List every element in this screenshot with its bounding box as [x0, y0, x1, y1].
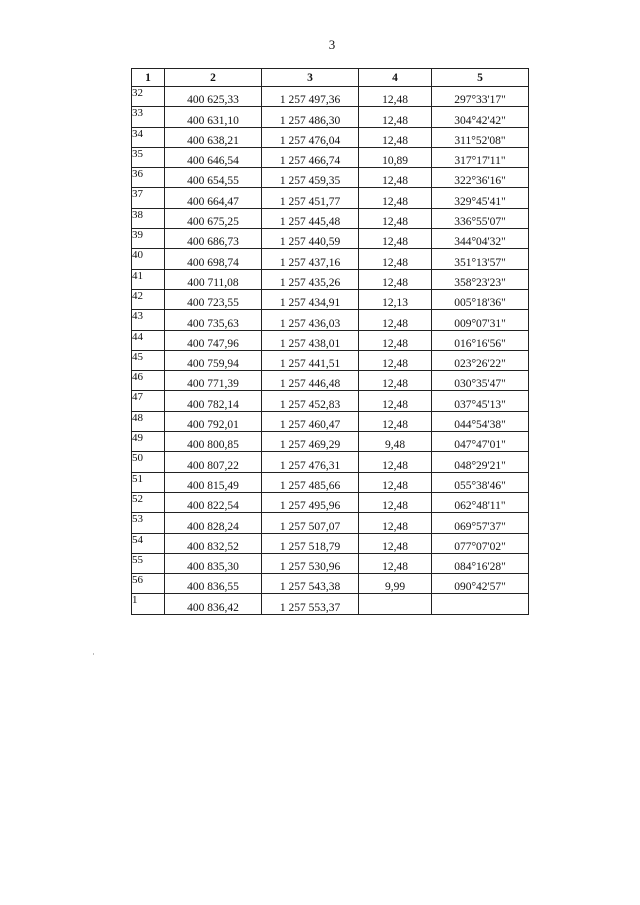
point-number-cell: 50	[132, 452, 165, 472]
table-row	[132, 310, 529, 330]
bearing-cell: 317°17'11"	[432, 147, 529, 167]
point-number-cell: 53	[132, 513, 165, 533]
point-number-cell: 49	[132, 432, 165, 452]
bearing-cell: 322°36'16"	[432, 168, 529, 188]
distance-cell: 12,48	[359, 553, 432, 573]
point-number-cell: 54	[132, 533, 165, 553]
y-coordinate-cell: 1 257 476,04	[262, 127, 359, 147]
bearing-cell: 329°45'41"	[432, 188, 529, 208]
table-row	[132, 391, 529, 411]
column-header-5: 5	[432, 69, 529, 87]
distance-cell: 12,48	[359, 107, 432, 127]
y-coordinate-cell: 1 257 451,77	[262, 188, 359, 208]
y-coordinate-cell: 1 257 469,29	[262, 432, 359, 452]
y-coordinate-cell: 1 257 486,30	[262, 107, 359, 127]
bearing-cell: 351°13'57"	[432, 249, 529, 269]
table-row	[132, 553, 529, 573]
distance-cell: 12,48	[359, 330, 432, 350]
table-row	[132, 432, 529, 452]
x-coordinate-cell: 400 828,24	[165, 513, 262, 533]
distance-cell: 12,48	[359, 168, 432, 188]
bearing-cell: 297°33'17"	[432, 87, 529, 107]
bearing-cell: 023°26'22"	[432, 350, 529, 370]
table-row	[132, 513, 529, 533]
point-number-cell: 33	[132, 107, 165, 127]
table-row	[132, 269, 529, 289]
bearing-cell: 048°29'21"	[432, 452, 529, 472]
y-coordinate-cell: 1 257 485,66	[262, 472, 359, 492]
distance-cell: 12,48	[359, 492, 432, 512]
distance-cell: 12,48	[359, 310, 432, 330]
x-coordinate-cell: 400 836,55	[165, 574, 262, 594]
point-number-cell: 44	[132, 330, 165, 350]
x-coordinate-cell: 400 654,55	[165, 168, 262, 188]
column-header-2: 2	[165, 69, 262, 87]
table-header-row	[132, 69, 529, 87]
distance-cell: 12,48	[359, 452, 432, 472]
point-number-cell: 43	[132, 310, 165, 330]
distance-cell: 12,48	[359, 513, 432, 533]
table-row	[132, 533, 529, 553]
distance-cell: 12,48	[359, 269, 432, 289]
table-row	[132, 330, 529, 350]
distance-cell: 12,48	[359, 411, 432, 431]
distance-cell: 12,48	[359, 208, 432, 228]
y-coordinate-cell: 1 257 436,03	[262, 310, 359, 330]
bearing-cell: 044°54'38"	[432, 411, 529, 431]
distance-cell: 12,48	[359, 472, 432, 492]
x-coordinate-cell: 400 686,73	[165, 229, 262, 249]
y-coordinate-cell: 1 257 437,16	[262, 249, 359, 269]
bearing-cell: 336°55'07"	[432, 208, 529, 228]
point-number-cell: 32	[132, 87, 165, 107]
y-coordinate-cell: 1 257 518,79	[262, 533, 359, 553]
y-coordinate-cell: 1 257 466,74	[262, 147, 359, 167]
point-number-cell: 45	[132, 350, 165, 370]
column-header-1: 1	[132, 69, 165, 87]
x-coordinate-cell: 400 807,22	[165, 452, 262, 472]
distance-cell: 12,48	[359, 533, 432, 553]
y-coordinate-cell: 1 257 445,48	[262, 208, 359, 228]
table-row	[132, 168, 529, 188]
y-coordinate-cell: 1 257 452,83	[262, 391, 359, 411]
point-number-cell: 41	[132, 269, 165, 289]
distance-cell: 9,48	[359, 432, 432, 452]
x-coordinate-cell: 400 815,49	[165, 472, 262, 492]
y-coordinate-cell: 1 257 435,26	[262, 269, 359, 289]
x-coordinate-cell: 400 822,54	[165, 492, 262, 512]
x-coordinate-cell: 400 832,52	[165, 533, 262, 553]
y-coordinate-cell: 1 257 460,47	[262, 411, 359, 431]
x-coordinate-cell: 400 625,33	[165, 87, 262, 107]
y-coordinate-cell: 1 257 446,48	[262, 371, 359, 391]
y-coordinate-cell: 1 257 434,91	[262, 289, 359, 309]
x-coordinate-cell: 400 711,08	[165, 269, 262, 289]
point-number-cell: 46	[132, 371, 165, 391]
table-row	[132, 594, 529, 614]
bearing-cell	[432, 594, 529, 614]
point-number-cell: 42	[132, 289, 165, 309]
y-coordinate-cell: 1 257 497,36	[262, 87, 359, 107]
y-coordinate-cell: 1 257 495,96	[262, 492, 359, 512]
page-number: 3	[328, 37, 336, 52]
table-row	[132, 87, 529, 107]
bearing-cell: 344°04'32"	[432, 229, 529, 249]
column-header-3: 3	[262, 69, 359, 87]
point-number-cell: 47	[132, 391, 165, 411]
x-coordinate-cell: 400 638,21	[165, 127, 262, 147]
table-row	[132, 371, 529, 391]
x-coordinate-cell: 400 747,96	[165, 330, 262, 350]
table-row	[132, 350, 529, 370]
y-coordinate-cell: 1 257 440,59	[262, 229, 359, 249]
point-number-cell: 34	[132, 127, 165, 147]
bearing-cell: 090°42'57"	[432, 574, 529, 594]
table-body	[132, 87, 529, 615]
bearing-cell: 084°16'28"	[432, 553, 529, 573]
bearing-cell: 016°16'56"	[432, 330, 529, 350]
x-coordinate-cell: 400 735,63	[165, 310, 262, 330]
x-coordinate-cell: 400 675,25	[165, 208, 262, 228]
table-row	[132, 452, 529, 472]
x-coordinate-cell: 400 782,14	[165, 391, 262, 411]
table-row	[132, 411, 529, 431]
coordinates-table	[131, 68, 529, 615]
y-coordinate-cell: 1 257 507,07	[262, 513, 359, 533]
table-row	[132, 229, 529, 249]
y-coordinate-cell: 1 257 543,38	[262, 574, 359, 594]
point-number-cell: 38	[132, 208, 165, 228]
distance-cell: 12,48	[359, 127, 432, 147]
table-row	[132, 127, 529, 147]
x-coordinate-cell: 400 664,47	[165, 188, 262, 208]
scan-mark	[93, 653, 94, 655]
distance-cell	[359, 594, 432, 614]
bearing-cell: 069°57'37"	[432, 513, 529, 533]
bearing-cell: 304°42'42"	[432, 107, 529, 127]
y-coordinate-cell: 1 257 459,35	[262, 168, 359, 188]
point-number-cell: 1	[132, 594, 165, 614]
y-coordinate-cell: 1 257 530,96	[262, 553, 359, 573]
distance-cell: 12,48	[359, 188, 432, 208]
point-number-cell: 37	[132, 188, 165, 208]
point-number-cell: 52	[132, 492, 165, 512]
distance-cell: 12,48	[359, 229, 432, 249]
table-row	[132, 249, 529, 269]
distance-cell: 12,48	[359, 371, 432, 391]
bearing-cell: 062°48'11"	[432, 492, 529, 512]
x-coordinate-cell: 400 759,94	[165, 350, 262, 370]
bearing-cell: 358°23'23"	[432, 269, 529, 289]
point-number-cell: 51	[132, 472, 165, 492]
table-row	[132, 107, 529, 127]
bearing-cell: 009°07'31"	[432, 310, 529, 330]
x-coordinate-cell: 400 646,54	[165, 147, 262, 167]
point-number-cell: 40	[132, 249, 165, 269]
bearing-cell: 311°52'08"	[432, 127, 529, 147]
x-coordinate-cell: 400 698,74	[165, 249, 262, 269]
y-coordinate-cell: 1 257 553,37	[262, 594, 359, 614]
point-number-cell: 56	[132, 574, 165, 594]
bearing-cell: 077°07'02"	[432, 533, 529, 553]
bearing-cell: 037°45'13"	[432, 391, 529, 411]
x-coordinate-cell: 400 835,30	[165, 553, 262, 573]
x-coordinate-cell: 400 836,42	[165, 594, 262, 614]
y-coordinate-cell: 1 257 441,51	[262, 350, 359, 370]
point-number-cell: 39	[132, 229, 165, 249]
distance-cell: 10,89	[359, 147, 432, 167]
distance-cell: 12,48	[359, 391, 432, 411]
distance-cell: 12,13	[359, 289, 432, 309]
table-row	[132, 188, 529, 208]
point-number-cell: 55	[132, 553, 165, 573]
point-number-cell: 35	[132, 147, 165, 167]
bearing-cell: 030°35'47"	[432, 371, 529, 391]
x-coordinate-cell: 400 800,85	[165, 432, 262, 452]
table-row	[132, 147, 529, 167]
table-row	[132, 208, 529, 228]
distance-cell: 12,48	[359, 249, 432, 269]
distance-cell: 9,99	[359, 574, 432, 594]
bearing-cell: 047°47'01"	[432, 432, 529, 452]
table-row	[132, 492, 529, 512]
y-coordinate-cell: 1 257 476,31	[262, 452, 359, 472]
distance-cell: 12,48	[359, 350, 432, 370]
bearing-cell: 055°38'46"	[432, 472, 529, 492]
x-coordinate-cell: 400 723,55	[165, 289, 262, 309]
table-row	[132, 289, 529, 309]
x-coordinate-cell: 400 631,10	[165, 107, 262, 127]
table-row	[132, 574, 529, 594]
table-row	[132, 472, 529, 492]
y-coordinate-cell: 1 257 438,01	[262, 330, 359, 350]
x-coordinate-cell: 400 771,39	[165, 371, 262, 391]
distance-cell: 12,48	[359, 87, 432, 107]
x-coordinate-cell: 400 792,01	[165, 411, 262, 431]
bearing-cell: 005°18'36"	[432, 289, 529, 309]
point-number-cell: 48	[132, 411, 165, 431]
point-number-cell: 36	[132, 168, 165, 188]
column-header-4: 4	[359, 69, 432, 87]
